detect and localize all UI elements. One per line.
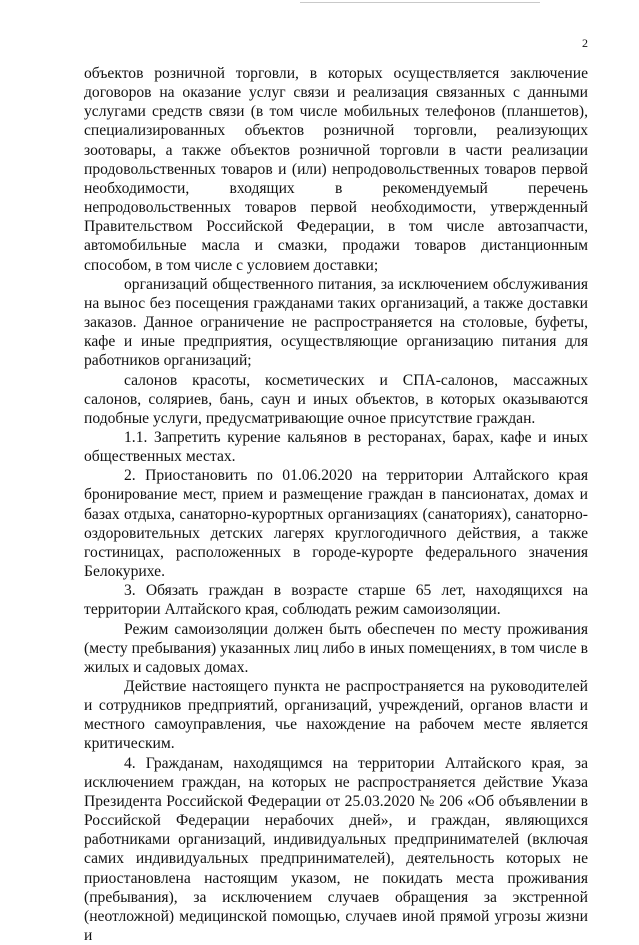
paragraph-retail-continuation: объектов розничной торговли, в которых осуществляется заключение договоров на оказание услуг связи и реализация связанных с данными услугами средств связи (в том числе мобильных телефонов (планшетов), специализированных объектов розничной торговли, реализующих зоотовары, а также объектов розничной торговли в части реализации продовольственных товаров и (или) непродовольственных товаров первой необходимости, входящих в рекомендуемый перечень непродовольственных товаров первой необходимости, утвержденный Правительством Российской Федерации, в том числе автозапчасти, автомобильные масла и смазки, продажи товаров дистанционным способом, в том числе с условием доставки;	[84, 65, 588, 274]
document-body	[84, 64, 588, 945]
paragraph-exemptions: Действие настоящего пункта не распространяется на руководителей и сотрудников предприятий, организаций, учреждений, органов власти и местного самоуправления, чье нахождение на рабочем месте является критическим.	[84, 678, 588, 753]
paragraph-catering: организаций общественного питания, за исключением обслуживания на вынос без посещения гражданами таких организаций, а также доставки заказов. Данное ограничение не распространяется на столовые, буфеты, кафе и иные предприятия, осуществляющие организацию питания для работников организаций;	[84, 275, 588, 370]
scan-edge-line	[300, 2, 540, 3]
paragraph-accommodation-suspension: 2. Приостановить по 01.06.2020 на территории Алтайского края бронирование мест, прием и размещение граждан в пансионатах, домах и базах отдыха, санаторно-курортных организациях (санаториях), санаторно-оздоровительных детских лагерях круглогодичного действия, а также гостиницах, расположенных в городе-курорте федерального значения Белокурихе.	[84, 467, 588, 581]
paragraph-hookah-ban: 1.1. Запретить курение кальянов в ресторанах, барах, кафе и иных общественных местах.	[84, 428, 588, 466]
paragraph-self-isolation-65: 3. Обязать граждан в возрасте старше 65 лет, находящихся на территории Алтайского края, соблюдать режим самоизоляции.	[84, 582, 588, 619]
paragraph-isolation-place: Режим самоизоляции должен быть обеспечен по месту проживания (месту пребывания) указанных лиц либо в иных помещениях, в том числе в жилых и садовых домах.	[84, 620, 588, 676]
page-number: 2	[582, 36, 588, 50]
paragraph-beauty-salons: салонов красоты, косметических и СПА-салонов, массажных салонов, соляриев, бань, саун и иных объектов, в которых оказываются подобные услуги, предусматривающие очное присутствие граждан.	[84, 371, 588, 427]
paragraph-stay-home: 4. Гражданам, находящимся на территории Алтайского края, за исключением граждан, на которых не распространяется действие Указа Президента Российской Федерации от 25.03.2020 № 206 «Об объявлении в Российской Федерации нерабочих дней», и граждан, являющихся работниками организаций, индивидуальных предпринимателей (включая самих индивидуальных предпринимателей), деятельность которых не приостановлена настоящим указом, не покидать места проживания (пребывания), за исключением случаев обращения за экстренной (неотложной) медицинской помощью, случаев иной прямой угрозы жизни и	[84, 754, 588, 945]
